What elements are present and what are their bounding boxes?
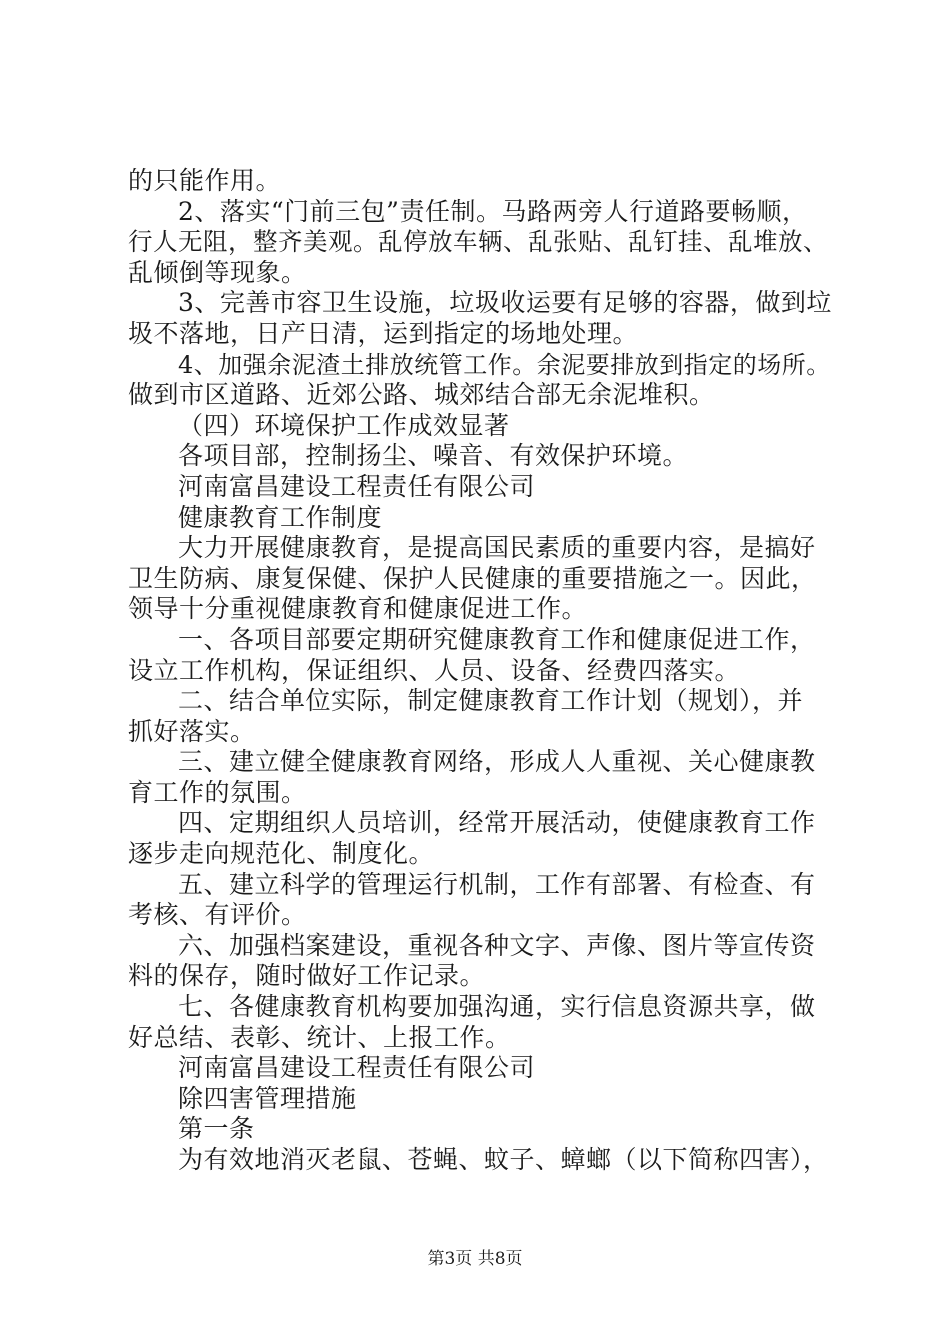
document-body — [128, 166, 838, 1176]
section-title: 除四害管理措施 — [178, 1083, 357, 1113]
text-line: 抓好落实。 — [128, 716, 256, 746]
text-line: 做到市区道路、近郊公路、城郊结合部无余泥堆积。 — [128, 380, 715, 410]
text-line: 卫生防病、康复保健、保护人民健康的重要措施之一。因此， — [128, 563, 817, 593]
text-line: 圾不落地，日产日清，运到指定的场地处理。 — [128, 318, 639, 348]
text-line: 3、完善市容卫生设施，垃圾收运要有足够的容器，做到垃 — [178, 288, 832, 318]
text-line: 四、定期组织人员培训，经常开展活动，使健康教育工作 — [178, 808, 816, 838]
text-line: 各项目部，控制扬尘、噪音、有效保护环境。 — [178, 441, 689, 471]
text-line: 六、加强档案建设，重视各种文字、声像、图片等宣传资 — [178, 930, 816, 960]
text-line: 育工作的氛围。 — [128, 777, 307, 807]
text-line: 七、各健康教育机构要加强沟通，实行信息资源共享，做 — [178, 992, 816, 1022]
text-line: 4、加强余泥渣土排放统管工作。余泥要排放到指定的场所。 — [178, 350, 831, 379]
text-line: 领导十分重视健康教育和健康促进工作。 — [128, 594, 588, 624]
page-footer: 第3页 共8页 — [427, 1249, 523, 1269]
text-line: 逐步走向规范化、制度化。 — [128, 839, 435, 869]
text-line: 2、落实“门前三包”责任制。马路两旁人行道路要畅顺， — [178, 196, 808, 226]
company-name: 河南富昌建设工程责任有限公司 — [178, 1053, 536, 1083]
text-line: 二、结合单位实际，制定健康教育工作计划（规划），并 — [178, 686, 804, 716]
text-line: 一、各项目部要定期研究健康教育工作和健康促进工作， — [178, 624, 816, 654]
text-line: 设立工作机构，保证组织、人员、设备、经费四落实。 — [128, 655, 741, 685]
text-line: 大力开展健康教育，是提高国民素质的重要内容，是搞好 — [178, 533, 816, 563]
text-line: 乱倾倒等现象。 — [128, 257, 307, 287]
text-line: 为有效地消灭老鼠、苍蝇、蚊子、蟑螂（以下简称四害）， — [178, 1145, 829, 1174]
text-line: 考核、有评价。 — [128, 900, 307, 930]
company-name: 河南富昌建设工程责任有限公司 — [178, 471, 536, 501]
text-line: 三、建立健全健康教育网络，形成人人重视、关心健康教 — [178, 747, 816, 777]
section-title: 健康教育工作制度 — [178, 502, 383, 532]
text-line: 五、建立科学的管理运行机制，工作有部署、有检查、有 — [178, 869, 816, 899]
article-number: 第一条 — [178, 1114, 255, 1144]
section-heading: （四）环境保护工作成效显著 — [178, 410, 510, 440]
text-line: 的只能作用。 — [128, 166, 282, 195]
text-line: 行人无阻，整齐美观。乱停放车辆、乱张贴、乱钉挂、乱堆放、 — [128, 227, 828, 257]
text-line: 料的保存，随时做好工作记录。 — [128, 961, 486, 991]
text-line: 好总结、表彰、统计、上报工作。 — [128, 1022, 511, 1052]
